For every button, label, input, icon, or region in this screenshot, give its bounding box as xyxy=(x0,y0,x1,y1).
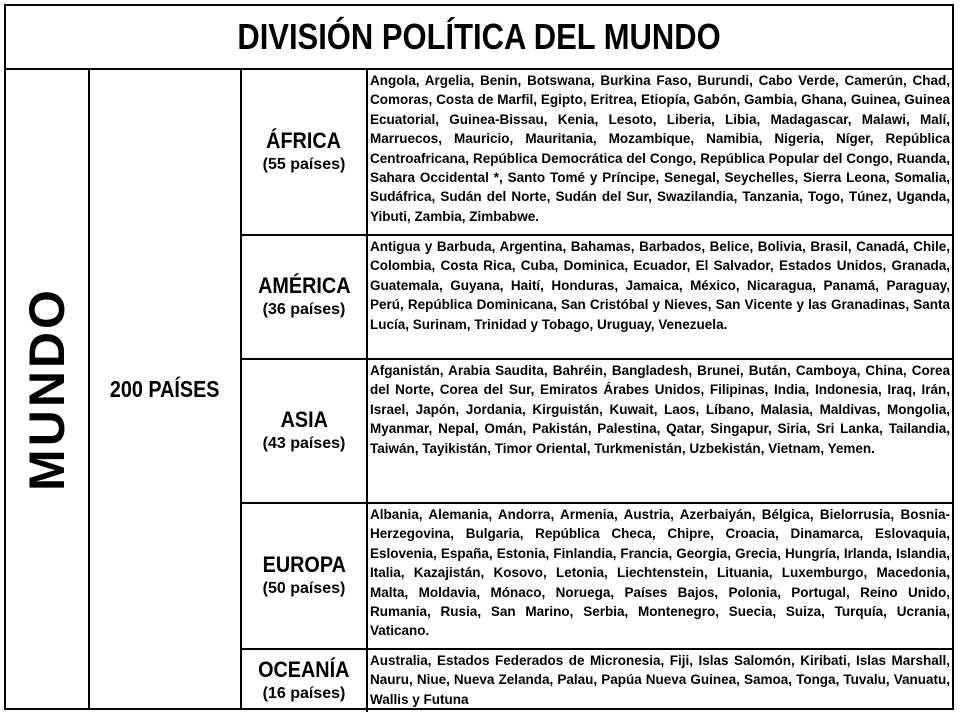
continent-name: OCEANÍA xyxy=(258,657,350,682)
continent-rows xyxy=(242,70,952,708)
continent-row-africa xyxy=(242,70,952,236)
continent-count: (43 países) xyxy=(262,435,346,452)
continent-count: (55 países) xyxy=(262,156,346,173)
continent-count: (16 países) xyxy=(262,685,346,702)
total-countries-column xyxy=(90,70,242,708)
world-division-table xyxy=(4,4,954,710)
continent-row-asia xyxy=(242,360,952,504)
country-list: Angola, Argelia, Benin, Botswana, Burkina Faso, Burundi, Cabo Verde, Camerún, Chad, Comoras, Costa de Marfil, Egipto, Eritrea, Etiopía, Gabón, Gambia, Ghana, Guinea, Guinea Ecuatorial, Guinea-Bissau, Kenia, Lesoto, Liberia, Libia, Madagascar, Malawi, Malí, Marruecos, Mauricio, Mauritania, Mozambique, Namibia, Nigeria, Níger, República Centroafricana, República Democrática del Congo, República Popular del Congo, Ruanda, Sahara Occidental *, Santo Tomé y Príncipe, Senegal, Seychelles, Sierra Leona, Somalia, Sudáfrica, Sudán del Norte, Sudán del Sur, Swazilandia, Tanzania, Togo, Túnez, Uganda, Yibuti, Zambia, Zimbabwe. xyxy=(370,73,950,224)
world-column xyxy=(6,70,90,708)
continent-count: (36 países) xyxy=(262,301,346,318)
country-list: Afganistán, Arabia Saudita, Bahréin, Bangladesh, Brunei, Bután, Camboya, China, Corea del Norte, Corea del Sur, Emiratos Árabes Unidos, Filipinas, India, Indonesia, Iraq, Irán, Israel, Japón, Jordania, Kirguistán, Kuwait, Laos, Líbano, Malasia, Maldivas, Mongolia, Myanmar, Nepal, Omán, Pakistán, Palestina, Qatar, Singapur, Siria, Sri Lanka, Tailandia, Taiwán, Tayikistán, Timor Oriental, Turkmenistán, Uzbekistán, Vietnam, Yemen. xyxy=(370,363,950,456)
continent-row-america xyxy=(242,236,952,360)
continent-cell xyxy=(242,236,368,358)
country-list: Australia, Estados Federados de Micronesia, Fiji, Islas Salomón, Kiribati, Islas Marshall, Nauru, Niue, Nueva Zelanda, Palau, Papúa Nueva Guinea, Samoa, Tonga, Tuvalu, Vanuatu, Wallis y Futuna xyxy=(370,653,950,707)
world-label: MUNDO xyxy=(19,287,75,491)
continent-row-oceania xyxy=(242,650,952,712)
continent-cell xyxy=(242,70,368,234)
continent-cell xyxy=(242,360,368,502)
country-list: Antigua y Barbuda, Argentina, Bahamas, Barbados, Belice, Bolivia, Brasil, Canadá, Chile, Colombia, Costa Rica, Cuba, Dominica, Ecuador, El Salvador, Estados Unidos, Granada, Guatemala, Guyana, Haití, Honduras, Jamaica, México, Nicaragua, Panamá, Paraguay, Perú, República Dominicana, San Cristóbal y Nieves, San Vicente y las Granadinas, Santa Lucía, Surinam, Trinidad y Tobago, Uruguay, Venezuela. xyxy=(370,239,950,332)
continent-cell xyxy=(242,504,368,648)
continent-row-europe xyxy=(242,504,952,650)
continent-name: ASIA xyxy=(280,407,328,432)
country-list: Albania, Alemania, Andorra, Armenia, Austria, Azerbaiyán, Bélgica, Bielorrusia, Bosnia-Herzegovina, Bulgaria, República Checa, Chipre, Croacia, Dinamarca, Eslovaquia, Eslovenia, España, Estonia, Finlandia, Francia, Georgia, Grecia, Hungría, Irlanda, Islandia, Italia, Kazajistán, Kosovo, Letonia, Liechtenstein, Lituania, Luxemburgo, Macedonia, Malta, Moldavia, Mónaco, Noruega, Países Bajos, Polonia, Portugal, Reino Unido, Rumania, Rusia, San Marino, Serbia, Montenegro, Suecia, Suiza, Turquía, Ucrania, Vaticano. xyxy=(370,507,950,639)
continent-name: EUROPA xyxy=(262,552,346,577)
title-bar xyxy=(6,6,952,70)
page-title: DIVISIÓN POLÍTICA DEL MUNDO xyxy=(237,16,721,57)
continent-cell xyxy=(242,650,368,712)
continent-name: ÁFRICA xyxy=(266,128,342,153)
continent-count: (50 países) xyxy=(262,580,346,597)
continent-name: AMÉRICA xyxy=(257,273,351,298)
total-countries-label: 200 PAÍSES xyxy=(110,375,220,402)
